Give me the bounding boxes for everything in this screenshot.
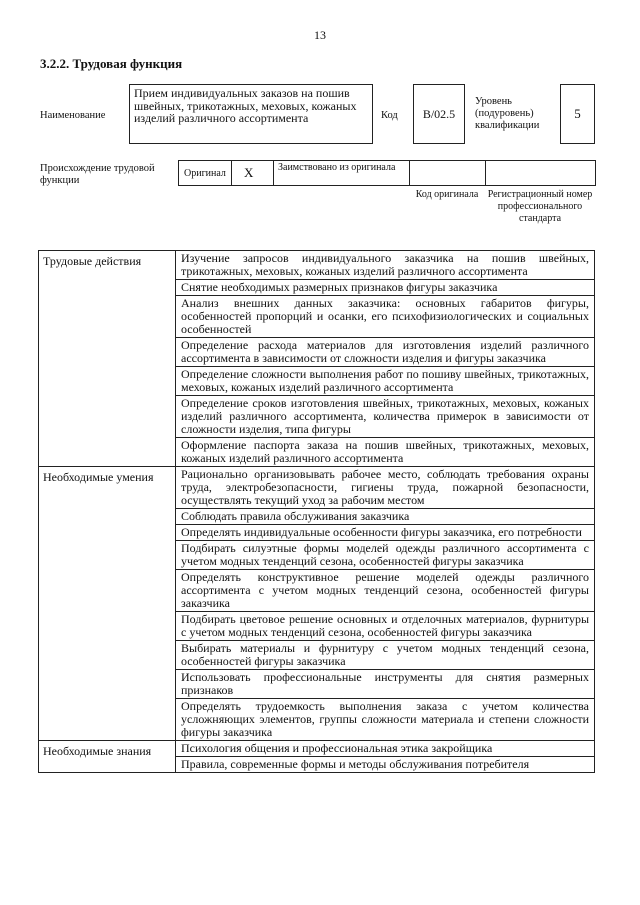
functions-table bbox=[38, 250, 595, 773]
section-item: Определение сроков изготовления швейных, трикотажных, меховых, кожаных изделий различного ассортимента, количества примерок в зависимости от сложности изделия, типа фигуры bbox=[176, 395, 594, 437]
level-label: Уровень (подуровень) квалификации bbox=[475, 96, 540, 131]
name-value: Прием индивидуальных заказов на пошив швейных, трикотажных, меховых, кожаных изделий различного ассортимента bbox=[134, 86, 357, 125]
original-mark: X bbox=[244, 165, 254, 180]
section-title: 3.2.2. Трудовая функция bbox=[40, 56, 183, 71]
section-item: Подбирать силуэтные формы моделей одежды различного ассортимента с учетом модных тенденций сезона, особенностей фигуры заказчика bbox=[176, 540, 594, 569]
section-title: Необходимые знания bbox=[38, 740, 175, 772]
borrowed-label: Заимствовано из оригинала bbox=[278, 162, 396, 173]
section-item: Анализ внешних данных заказчика: основных габаритов фигуры, особенностей пропорций и осанки, его психофизиологических и социальных особенностей bbox=[176, 295, 594, 337]
section-title: Трудовые действия bbox=[38, 250, 175, 466]
original-label: Оригинал bbox=[184, 168, 226, 179]
section-item: Правила, современные формы и методы обслуживания потребителя bbox=[176, 756, 594, 772]
level-value-box bbox=[560, 84, 595, 144]
code-label: Код bbox=[381, 110, 398, 121]
section-item: Психология общения и профессиональная этика закройщика bbox=[176, 740, 594, 756]
section-item: Использовать профессиональные инструменты для снятия размерных признаков bbox=[176, 669, 594, 698]
section-item: Определять индивидуальные особенности фигуры заказчика, его потребности bbox=[176, 524, 594, 540]
section-item: Соблюдать правила обслуживания заказчика bbox=[176, 508, 594, 524]
section-item: Подбирать цветовое решение основных и отделочных материалов, фурнитуры с учетом модных тенденций сезона, особенностей фигуры заказчика bbox=[176, 611, 594, 640]
section-item: Определение сложности выполнения работ по пошиву швейных, трикотажных, меховых, кожаных изделий различного ассортимента bbox=[176, 366, 594, 395]
code-value-box bbox=[413, 84, 465, 144]
section-item: Изучение запросов индивидуального заказчика на пошив швейных, трикотажных, меховых, кожаных изделий различного ассортимента bbox=[176, 250, 594, 279]
name-value-box bbox=[129, 84, 373, 144]
section-items bbox=[175, 740, 595, 772]
name-label: Наименование bbox=[40, 110, 106, 121]
code-original-caption: Код оригинала bbox=[415, 189, 479, 200]
section-item: Выбирать материалы и фурнитуру с учетом модных тенденций сезона, особенностей фигуры заказчика bbox=[176, 640, 594, 669]
level-value: 5 bbox=[574, 105, 581, 121]
section-item: Определение расхода материалов для изготовления изделий различного ассортимента в зависимости от сложности изделия и фигуры заказчика bbox=[176, 337, 594, 366]
reg-number-caption: Регистрационный номер профессионального стандарта bbox=[487, 189, 593, 224]
section-title: Необходимые умения bbox=[38, 466, 175, 740]
section-item: Определять конструктивное решение моделей одежды различного ассортимента с учетом модных тенденций сезона, особенностей фигуры заказчика bbox=[176, 569, 594, 611]
section-labor-actions bbox=[38, 250, 595, 466]
section-required-knowledge bbox=[38, 740, 595, 772]
section-item: Снятие необходимых размерных признаков фигуры заказчика bbox=[176, 279, 594, 295]
section-required-skills bbox=[38, 466, 595, 740]
page-number: 13 bbox=[314, 28, 326, 42]
origin-label: Происхождение трудовой функции bbox=[40, 163, 155, 186]
section-item: Оформление паспорта заказа на пошив швейных, трикотажных, меховых, кожаных изделий различного ассортимента bbox=[176, 437, 594, 466]
section-item: Определять трудоемкость выполнения заказа с учетом количества усложняющих элементов, группы сложности материала и степени сложности фигуры заказчика bbox=[176, 698, 594, 740]
section-item: Рационально организовывать рабочее место, соблюдать требования охраны труда, электробезопасности, гигиены труда, пожарной безопасности, осуществлять текущий уход за рабочим местом bbox=[176, 466, 594, 508]
section-items bbox=[175, 466, 595, 740]
code-value: B/02.5 bbox=[422, 106, 456, 121]
section-items bbox=[175, 250, 595, 466]
